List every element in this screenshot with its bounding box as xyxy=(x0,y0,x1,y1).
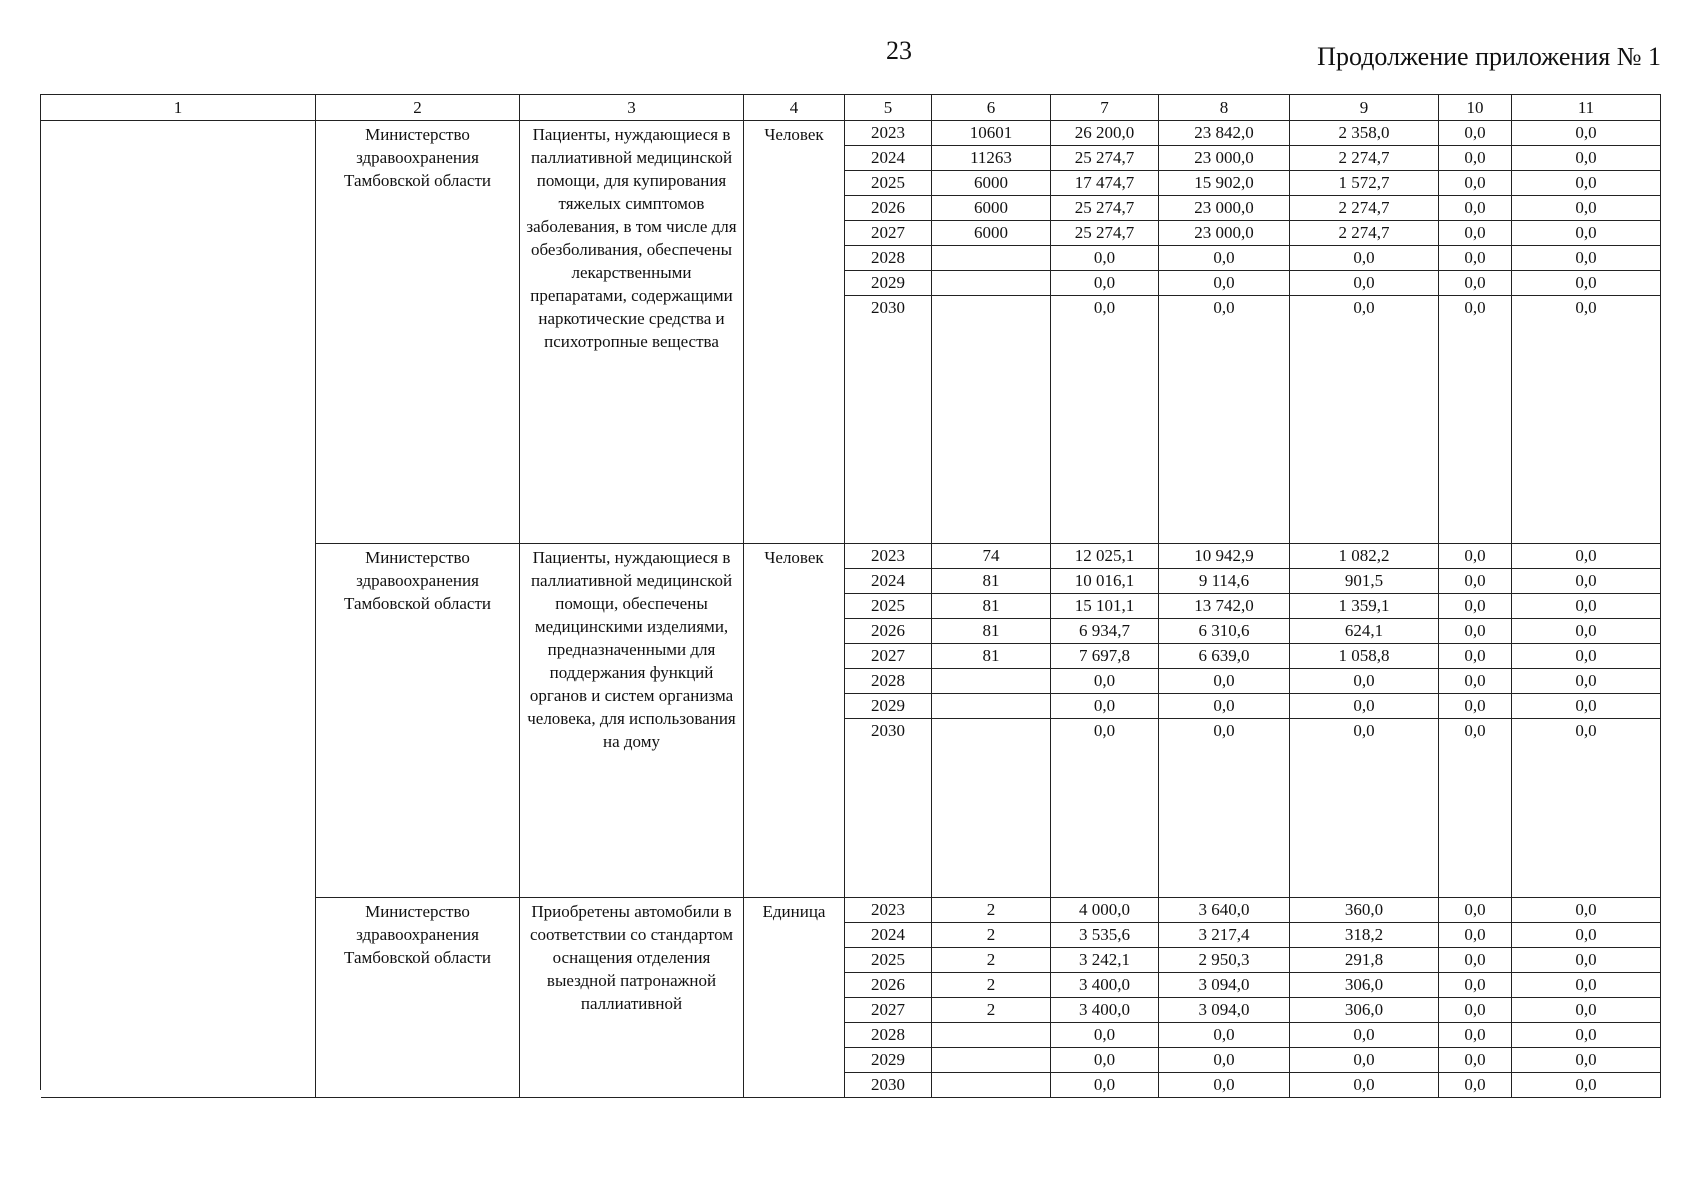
col6-value: 2 xyxy=(932,948,1050,973)
year-value: 2023 xyxy=(845,898,931,923)
col7-value: 15 101,1 xyxy=(1051,594,1158,619)
col11-value: 0,0 xyxy=(1512,973,1660,998)
table-cell-empty xyxy=(41,544,316,898)
indicator-cell: Пациенты, нуждающиеся в паллиативной медицинской помощи, обеспечены медицинскими изделиями, предназначенными для поддержания функций органов и систем организма человека, для использования на дому xyxy=(520,544,744,898)
col8-value: 6 310,6 xyxy=(1159,619,1289,644)
col6-value xyxy=(932,694,1050,719)
year-value: 2030 xyxy=(871,298,905,317)
col9-value: 0,0 xyxy=(1353,721,1375,740)
col11-value: 0,0 xyxy=(1512,1048,1660,1073)
col8-value: 23 000,0 xyxy=(1159,196,1289,221)
col9-value: 0,0 xyxy=(1353,298,1375,317)
col11-value: 0,0 xyxy=(1512,246,1660,271)
year-value: 2028 xyxy=(845,246,931,271)
table-column xyxy=(932,544,1051,898)
year-value: 2025 xyxy=(845,594,931,619)
col9-value: 901,5 xyxy=(1290,569,1438,594)
table-column xyxy=(1159,121,1290,544)
column-header: 8 xyxy=(1159,95,1290,121)
col7-value: 4 000,0 xyxy=(1051,898,1158,923)
col6-value xyxy=(932,1048,1050,1073)
table-cell-empty xyxy=(41,898,316,1098)
year-value: 2029 xyxy=(845,1048,931,1073)
col6-value: 2 xyxy=(932,998,1050,1023)
col11-value: 0,0 xyxy=(1512,196,1660,221)
col8-value: 3 094,0 xyxy=(1159,973,1289,998)
col7-value: 0,0 xyxy=(1093,721,1116,740)
table-column xyxy=(845,898,932,1098)
indicator-cell: Пациенты, нуждающиеся в паллиативной медицинской помощи, для купирования тяжелых симптомов заболевания, в том числе для обезболивания, обеспечены лекарственными препаратами, содержащими наркотические средства и психотропные вещества xyxy=(520,121,744,544)
col11-value: 0,0 xyxy=(1512,619,1660,644)
col11-value: 0,0 xyxy=(1512,669,1660,694)
col9-value: 0,0 xyxy=(1290,1023,1438,1048)
col11-value: 0,0 xyxy=(1512,923,1660,948)
col7-value: 0,0 xyxy=(1051,694,1158,719)
year-value: 2028 xyxy=(845,1023,931,1048)
year-value: 2026 xyxy=(845,619,931,644)
col10-value: 0,0 xyxy=(1439,923,1511,948)
year-value: 2029 xyxy=(845,694,931,719)
col8-value: 23 842,0 xyxy=(1159,121,1289,146)
col9-value: 291,8 xyxy=(1290,948,1438,973)
table-column xyxy=(1512,898,1661,1098)
col11-value: 0,0 xyxy=(1512,898,1660,923)
column-header: 1 xyxy=(41,95,316,121)
col8-value: 0,0 xyxy=(1159,246,1289,271)
col11-value: 0,0 xyxy=(1512,948,1660,973)
col10-value: 0,0 xyxy=(1439,171,1511,196)
col9-value: 0,0 xyxy=(1290,694,1438,719)
col11-value: 0,0 xyxy=(1512,171,1660,196)
column-header: 5 xyxy=(845,95,932,121)
col9-value: 0,0 xyxy=(1290,1048,1438,1073)
col7-value: 25 274,7 xyxy=(1051,196,1158,221)
col6-value: 74 xyxy=(932,544,1050,569)
responsible-cell: Министерство здравоохранения Тамбовской области xyxy=(316,544,520,898)
col10-value: 0,0 xyxy=(1439,694,1511,719)
indicator-cell: Приобретены автомобили в соответствии со стандартом оснащения отделения выездной патронажной паллиативной xyxy=(520,898,744,1098)
table-column xyxy=(1290,544,1439,898)
col7-value: 10 016,1 xyxy=(1051,569,1158,594)
table-column xyxy=(1159,898,1290,1098)
col9-value: 0,0 xyxy=(1290,669,1438,694)
col6-value xyxy=(932,1073,1050,1097)
col9-value: 0,0 xyxy=(1353,1075,1375,1094)
col10-value: 0,0 xyxy=(1439,196,1511,221)
year-value: 2024 xyxy=(845,146,931,171)
col6-value: 81 xyxy=(932,594,1050,619)
col7-value: 7 697,8 xyxy=(1051,644,1158,669)
col7-value: 3 242,1 xyxy=(1051,948,1158,973)
col6-value: 11263 xyxy=(932,146,1050,171)
col9-value: 2 274,7 xyxy=(1290,221,1438,246)
col9-value: 1 082,2 xyxy=(1290,544,1438,569)
col7-value: 3 535,6 xyxy=(1051,923,1158,948)
col8-value: 13 742,0 xyxy=(1159,594,1289,619)
table-column xyxy=(1051,544,1159,898)
table-column xyxy=(845,544,932,898)
table-column xyxy=(1051,121,1159,544)
responsible-cell: Министерство здравоохранения Тамбовской области xyxy=(316,898,520,1098)
table-column xyxy=(1439,898,1512,1098)
year-value: 2030 xyxy=(871,721,905,740)
col10-value: 0,0 xyxy=(1464,298,1486,317)
col9-value: 2 274,7 xyxy=(1290,196,1438,221)
column-header: 7 xyxy=(1051,95,1159,121)
col9-value: 2 274,7 xyxy=(1290,146,1438,171)
col6-value: 6000 xyxy=(932,221,1050,246)
appendix-title: Продолжение приложения № 1 xyxy=(1317,42,1661,71)
col6-value: 81 xyxy=(932,644,1050,669)
col9-value: 306,0 xyxy=(1290,973,1438,998)
column-header: 11 xyxy=(1512,95,1661,121)
col10-value: 0,0 xyxy=(1439,973,1511,998)
col10-value: 0,0 xyxy=(1439,146,1511,171)
col8-value: 0,0 xyxy=(1159,1048,1289,1073)
col8-value: 0,0 xyxy=(1159,694,1289,719)
col8-value: 6 639,0 xyxy=(1159,644,1289,669)
col7-value: 6 934,7 xyxy=(1051,619,1158,644)
col7-value: 0,0 xyxy=(1051,1048,1158,1073)
col6-value: 2 xyxy=(932,973,1050,998)
col11-value: 0,0 xyxy=(1512,146,1660,171)
col8-value: 15 902,0 xyxy=(1159,171,1289,196)
col10-value: 0,0 xyxy=(1439,644,1511,669)
col8-value: 2 950,3 xyxy=(1159,948,1289,973)
col7-value: 0,0 xyxy=(1093,298,1116,317)
col6-value xyxy=(932,669,1050,694)
col10-value: 0,0 xyxy=(1439,1023,1511,1048)
column-header: 4 xyxy=(744,95,845,121)
unit-cell: Единица xyxy=(744,898,845,1098)
column-header: 9 xyxy=(1290,95,1439,121)
year-value: 2027 xyxy=(845,998,931,1023)
table-column xyxy=(1051,898,1159,1098)
col6-value: 81 xyxy=(932,619,1050,644)
col10-value: 0,0 xyxy=(1464,721,1486,740)
col9-value: 2 358,0 xyxy=(1290,121,1438,146)
year-value: 2024 xyxy=(845,923,931,948)
year-value: 2023 xyxy=(845,121,931,146)
col6-value xyxy=(932,296,1050,320)
col7-value: 26 200,0 xyxy=(1051,121,1158,146)
col8-value: 10 942,9 xyxy=(1159,544,1289,569)
col9-value: 1 572,7 xyxy=(1290,171,1438,196)
col9-value: 1 058,8 xyxy=(1290,644,1438,669)
year-value: 2028 xyxy=(845,669,931,694)
year-value: 2025 xyxy=(845,948,931,973)
col6-value xyxy=(932,271,1050,296)
col10-value: 0,0 xyxy=(1439,271,1511,296)
year-value: 2027 xyxy=(845,644,931,669)
col7-value: 0,0 xyxy=(1093,1075,1116,1094)
table-column xyxy=(1439,544,1512,898)
col6-value: 6000 xyxy=(932,171,1050,196)
col8-value: 3 094,0 xyxy=(1159,998,1289,1023)
year-value: 2025 xyxy=(845,171,931,196)
col11-value: 0,0 xyxy=(1575,721,1597,740)
col11-value: 0,0 xyxy=(1512,594,1660,619)
col10-value: 0,0 xyxy=(1464,1075,1486,1094)
col8-value: 9 114,6 xyxy=(1159,569,1289,594)
table-column xyxy=(845,121,932,544)
col10-value: 0,0 xyxy=(1439,221,1511,246)
col7-value: 0,0 xyxy=(1051,246,1158,271)
col6-value xyxy=(932,1023,1050,1048)
table-row-group xyxy=(41,898,1661,1094)
col10-value: 0,0 xyxy=(1439,998,1511,1023)
column-header: 3 xyxy=(520,95,744,121)
col6-value xyxy=(932,719,1050,743)
column-header: 10 xyxy=(1439,95,1512,121)
unit-cell: Человек xyxy=(744,544,845,898)
col11-value: 0,0 xyxy=(1512,221,1660,246)
col8-value: 23 000,0 xyxy=(1159,221,1289,246)
col11-value: 0,0 xyxy=(1512,694,1660,719)
col6-value: 2 xyxy=(932,923,1050,948)
col8-value: 0,0 xyxy=(1159,271,1289,296)
col10-value: 0,0 xyxy=(1439,669,1511,694)
year-value: 2029 xyxy=(845,271,931,296)
col8-value: 3 640,0 xyxy=(1159,898,1289,923)
col8-value: 0,0 xyxy=(1159,1023,1289,1048)
col11-value: 0,0 xyxy=(1512,271,1660,296)
col7-value: 0,0 xyxy=(1051,271,1158,296)
year-value: 2026 xyxy=(845,973,931,998)
col9-value: 624,1 xyxy=(1290,619,1438,644)
table-column xyxy=(1512,121,1661,544)
col7-value: 25 274,7 xyxy=(1051,146,1158,171)
col11-value: 0,0 xyxy=(1512,1023,1660,1048)
col10-value: 0,0 xyxy=(1439,948,1511,973)
col10-value: 0,0 xyxy=(1439,569,1511,594)
col11-value: 0,0 xyxy=(1512,569,1660,594)
table-cell-empty xyxy=(41,121,316,544)
responsible-cell: Министерство здравоохранения Тамбовской области xyxy=(316,121,520,544)
col9-value: 0,0 xyxy=(1290,246,1438,271)
table-column xyxy=(1159,544,1290,898)
col9-value: 360,0 xyxy=(1290,898,1438,923)
data-table xyxy=(40,94,1661,1094)
year-value: 2026 xyxy=(845,196,931,221)
column-header: 6 xyxy=(932,95,1051,121)
column-header-row xyxy=(41,95,1661,121)
col8-value: 0,0 xyxy=(1213,298,1235,317)
col8-value: 3 217,4 xyxy=(1159,923,1289,948)
col10-value: 0,0 xyxy=(1439,1048,1511,1073)
col10-value: 0,0 xyxy=(1439,121,1511,146)
table-column xyxy=(1439,121,1512,544)
year-value: 2024 xyxy=(845,569,931,594)
col8-value: 23 000,0 xyxy=(1159,146,1289,171)
col7-value: 3 400,0 xyxy=(1051,973,1158,998)
col11-value: 0,0 xyxy=(1575,1075,1597,1094)
col11-value: 0,0 xyxy=(1512,544,1660,569)
col8-value: 0,0 xyxy=(1213,1075,1235,1094)
table-column xyxy=(1512,544,1661,898)
col7-value: 12 025,1 xyxy=(1051,544,1158,569)
col9-value: 1 359,1 xyxy=(1290,594,1438,619)
col10-value: 0,0 xyxy=(1439,594,1511,619)
col6-value: 6000 xyxy=(932,196,1050,221)
col6-value: 81 xyxy=(932,569,1050,594)
table-column xyxy=(932,898,1051,1098)
col10-value: 0,0 xyxy=(1439,898,1511,923)
col8-value: 0,0 xyxy=(1159,669,1289,694)
table-column xyxy=(1290,121,1439,544)
table-row-group xyxy=(41,121,1661,544)
col10-value: 0,0 xyxy=(1439,246,1511,271)
col10-value: 0,0 xyxy=(1439,544,1511,569)
col7-value: 0,0 xyxy=(1051,1023,1158,1048)
year-value: 2023 xyxy=(845,544,931,569)
col10-value: 0,0 xyxy=(1439,619,1511,644)
col11-value: 0,0 xyxy=(1512,121,1660,146)
col11-value: 0,0 xyxy=(1512,644,1660,669)
col7-value: 3 400,0 xyxy=(1051,998,1158,1023)
table-column xyxy=(932,121,1051,544)
year-value: 2030 xyxy=(871,1075,905,1094)
col9-value: 0,0 xyxy=(1290,271,1438,296)
col11-value: 0,0 xyxy=(1512,998,1660,1023)
unit-cell: Человек xyxy=(744,121,845,544)
col8-value: 0,0 xyxy=(1213,721,1235,740)
col7-value: 0,0 xyxy=(1051,669,1158,694)
column-header: 2 xyxy=(316,95,520,121)
col9-value: 318,2 xyxy=(1290,923,1438,948)
col6-value: 2 xyxy=(932,898,1050,923)
page-number: 23 xyxy=(886,36,912,65)
col9-value: 306,0 xyxy=(1290,998,1438,1023)
col7-value: 25 274,7 xyxy=(1051,221,1158,246)
col6-value: 10601 xyxy=(932,121,1050,146)
year-value: 2027 xyxy=(845,221,931,246)
table-column xyxy=(1290,898,1439,1098)
table-row-group xyxy=(41,544,1661,898)
col7-value: 17 474,7 xyxy=(1051,171,1158,196)
col11-value: 0,0 xyxy=(1575,298,1597,317)
col6-value xyxy=(932,246,1050,271)
